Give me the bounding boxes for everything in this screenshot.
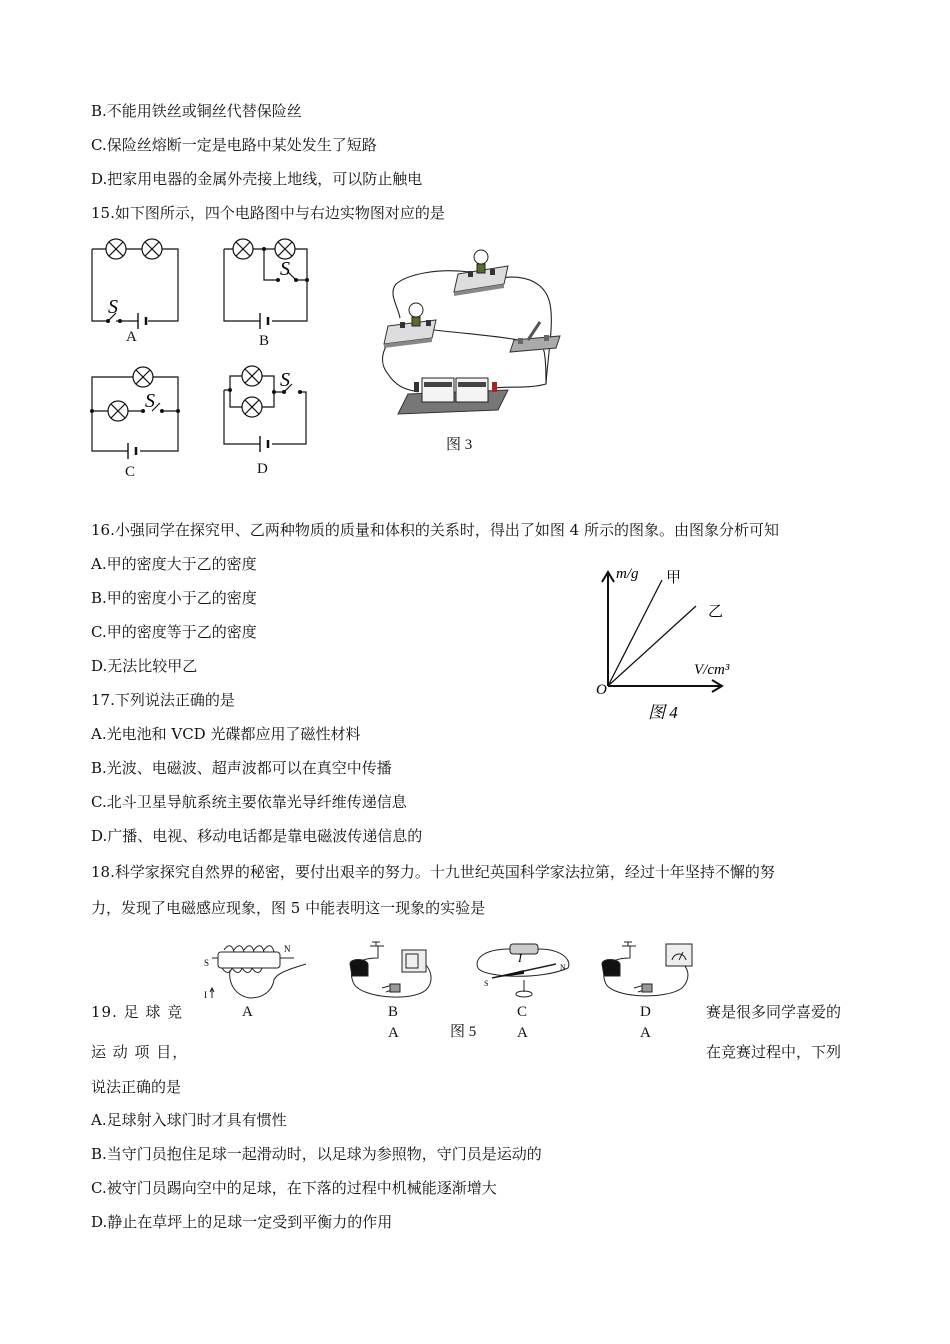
circuit-label-b: B xyxy=(259,333,270,349)
q16-option-d: D.无法比较甲乙 xyxy=(91,657,198,675)
figure-5-experiment-a xyxy=(202,940,312,1002)
q17-option-a: A.光电池和 VCD 光碟都应用了磁性材料 xyxy=(91,725,361,743)
fig5-sublabel-b: A xyxy=(388,1025,399,1041)
circuit-label-c: C xyxy=(125,464,136,480)
circuit-diagram-a xyxy=(90,235,182,327)
q19-stem-right-2: 在竞赛过程中，下列 xyxy=(706,1043,842,1061)
switch-label-s: S xyxy=(145,390,155,412)
figure-5-caption: 图 5 xyxy=(450,1024,477,1040)
q14-option-c: C.保险丝熔断一定是电路中某处发生了短路 xyxy=(91,136,377,154)
figure-5-experiment-c xyxy=(472,940,576,1002)
q19-stem-left-1: 19. 足 球 竞 xyxy=(91,1003,184,1021)
pole-n-label: N xyxy=(284,944,291,954)
physical-circuit-illustration xyxy=(378,244,568,416)
fig5-label-a: A xyxy=(242,1004,253,1020)
switch-label-s: S xyxy=(280,369,290,391)
fig5-label-c: C xyxy=(517,1004,528,1020)
q17-option-c: C.北斗卫星导航系统主要依靠光导纤维传递信息 xyxy=(91,793,407,811)
figure-5-experiment-b xyxy=(342,940,442,1002)
pole-s-label: S xyxy=(484,979,489,988)
q17-option-d: D.广播、电视、移动电话都是靠电磁波传递信息的 xyxy=(91,827,423,845)
line-label-jia: 甲 xyxy=(666,570,682,586)
fig5-label-d: D xyxy=(640,1004,651,1020)
q16-stem: 16.小强同学在探究甲、乙两种物质的质量和体积的关系时，得出了如图 4 所示的图象。由图象分析可知 xyxy=(91,521,779,539)
line-label-yi: 乙 xyxy=(708,604,724,620)
current-i-label: I xyxy=(204,990,207,1000)
q19-stem-left-2: 运 动 项 目， xyxy=(91,1043,189,1061)
fig5-label-b: B xyxy=(388,1004,399,1020)
origin-label: O xyxy=(596,682,607,698)
figure-3-caption: 图 3 xyxy=(446,437,473,453)
q19-stem-right-1: 赛是很多同学喜爱的 xyxy=(706,1003,842,1021)
q17-stem: 17.下列说法正确的是 xyxy=(91,691,235,709)
circuit-diagram-b xyxy=(222,235,314,327)
circuit-label-a: A xyxy=(126,329,137,345)
q15-stem: 15.如下图所示，四个电路图中与右边实物图对应的是 xyxy=(91,204,445,222)
switch-label-s: S xyxy=(280,258,290,280)
q16-option-a: A.甲的密度大于乙的密度 xyxy=(91,555,257,573)
q17-option-b: B.光波、电磁波、超声波都可以在真空中传播 xyxy=(91,759,392,777)
circuit-diagram-c xyxy=(90,365,182,457)
q16-option-c: C.甲的密度等于乙的密度 xyxy=(91,623,257,641)
y-axis-label: m/g xyxy=(616,566,639,582)
q19-option-d: D.静止在草坪上的足球一定受到平衡力的作用 xyxy=(91,1213,393,1231)
pole-n-label: N xyxy=(560,963,566,972)
fig5-sublabel-d: A xyxy=(640,1025,651,1041)
q14-option-d: D.把家用电器的金属外壳接上地线，可以防止触电 xyxy=(91,170,423,188)
q18-stem-line2: 力，发现了电磁感应现象，图 5 中能表明这一现象的实验是 xyxy=(91,899,486,917)
switch-label-s: S xyxy=(108,296,118,318)
mass-volume-graph xyxy=(590,560,750,730)
q16-option-b: B.甲的密度小于乙的密度 xyxy=(91,589,257,607)
q19-option-a: A.足球射入球门时才具有惯性 xyxy=(91,1111,287,1129)
q14-option-b: B.不能用铁丝或铜丝代替保险丝 xyxy=(91,102,302,120)
q18-stem-line1: 18.科学家探究自然界的秘密，要付出艰辛的努力。十九世纪英国科学家法拉第，经过十年坚持不懈的努 xyxy=(91,863,775,881)
q19-stem-line3: 说法正确的是 xyxy=(91,1078,182,1096)
x-axis-label: V/cm³ xyxy=(694,662,730,678)
circuit-label-d: D xyxy=(257,461,268,477)
current-i-label: I xyxy=(518,951,522,965)
figure-5-experiment-d xyxy=(596,940,696,1002)
q19-option-c: C.被守门员踢向空中的足球，在下落的过程中机械能逐渐增大 xyxy=(91,1179,497,1197)
figure-4-caption: 图 4 xyxy=(648,703,678,722)
pole-s-label: S xyxy=(204,958,210,968)
fig5-sublabel-c: A xyxy=(517,1025,528,1041)
circuit-diagram-d xyxy=(222,362,314,454)
q19-option-b: B.当守门员抱住足球一起滑动时，以足球为参照物，守门员是运动的 xyxy=(91,1145,542,1163)
